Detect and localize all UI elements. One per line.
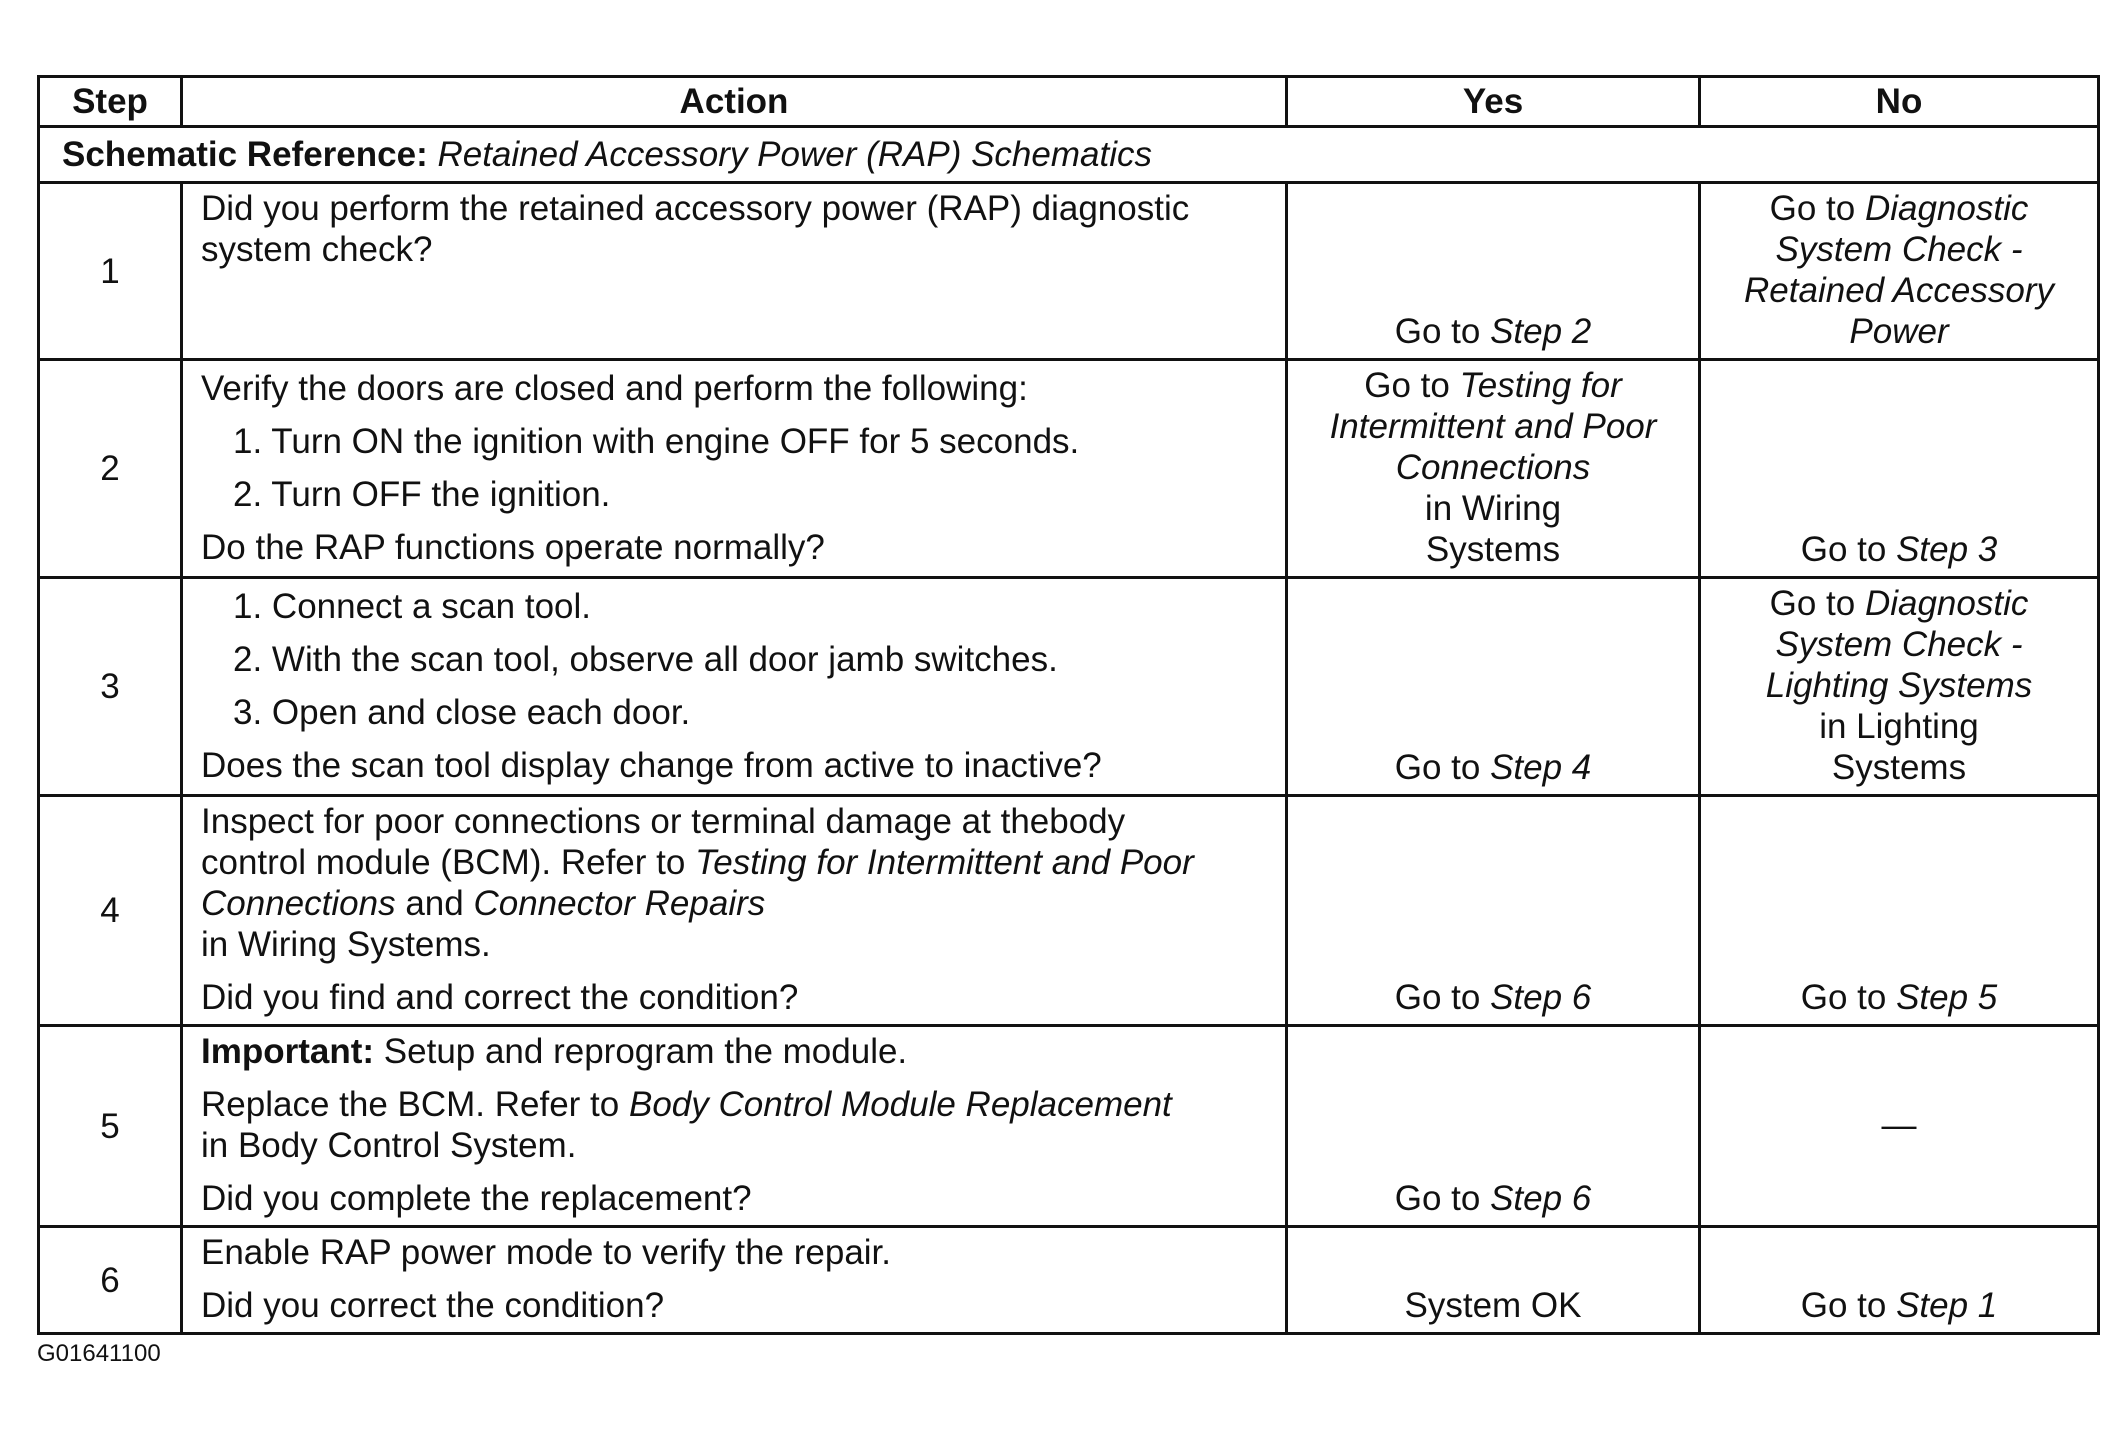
reference-link[interactable]: Connections <box>201 884 396 923</box>
header-action: Action <box>182 77 1287 127</box>
step-number: 2 <box>39 360 182 578</box>
yes-step-link[interactable]: Step 4 <box>1490 748 1592 787</box>
yes-step-link[interactable]: Step 6 <box>1490 1179 1592 1218</box>
no-cell <box>1700 183 2099 360</box>
action-cell <box>182 1026 1287 1227</box>
yes-link-text[interactable]: Intermittent and Poor <box>1329 407 1657 446</box>
no-cell <box>1700 578 2099 796</box>
header-step: Step <box>39 77 182 127</box>
no-link-text[interactable]: System Check - <box>1775 625 2023 664</box>
action-cell <box>182 578 1287 796</box>
yes-cell <box>1287 1026 1700 1227</box>
action-step-item: 1. Connect a scan tool. <box>233 586 591 626</box>
diagnostic-table <box>37 75 2100 1335</box>
action-text-part: Replace the BCM. Refer to <box>201 1085 620 1124</box>
important-text: Setup and reprogram the module. <box>383 1032 908 1071</box>
no-step-link[interactable]: Step 5 <box>1896 978 1998 1017</box>
step-row-3 <box>39 578 2099 796</box>
image-code: G01641100 <box>37 1340 161 1367</box>
yes-prefix: Go to <box>1394 748 1481 787</box>
header-yes: Yes <box>1287 77 1700 127</box>
yes-prefix: Go to <box>1394 1179 1481 1218</box>
schematic-reference-link[interactable]: Retained Accessory Power (RAP) Schematics <box>437 135 1152 174</box>
action-question: Did you complete the replacement? <box>201 1179 752 1218</box>
action-text-part: control module (BCM). Refer to <box>201 843 686 882</box>
step-row-2 <box>39 360 2099 578</box>
schematic-reference-row <box>39 127 2099 183</box>
action-step-item: 1. Turn ON the ignition with engine OFF for 5 seconds. <box>233 421 1080 461</box>
yes-cell <box>1287 796 1700 1026</box>
action-cell <box>182 360 1287 578</box>
action-cell <box>182 796 1287 1026</box>
important-note <box>201 1031 1271 1072</box>
yes-prefix: Go to <box>1394 312 1481 351</box>
action-text: Verify the doors are closed and perform the following: <box>201 368 1028 408</box>
header-row <box>39 77 2099 127</box>
header-no: No <box>1700 77 2099 127</box>
action-text: system check? <box>201 230 433 269</box>
no-link-text[interactable]: Lighting Systems <box>1765 666 2033 705</box>
yes-link-text: Testing for <box>1459 366 1622 405</box>
no-suffix: in Lighting <box>1819 707 1979 746</box>
no-link-text: Diagnostic <box>1864 584 2029 623</box>
step-number: 6 <box>39 1227 182 1334</box>
no-link-text[interactable]: Retained Accessory <box>1744 271 2054 310</box>
no-cell <box>1700 1026 2099 1227</box>
no-step-link[interactable]: Step 3 <box>1896 530 1998 569</box>
yes-prefix: Go to <box>1394 978 1481 1017</box>
yes-step-link[interactable]: Step 2 <box>1490 312 1592 351</box>
action-cell <box>182 1227 1287 1334</box>
no-prefix: Go to <box>1800 530 1887 569</box>
action-text: Inspect for poor connections or terminal damage at thebody <box>201 802 1126 841</box>
no-prefix: Go to <box>1800 978 1887 1017</box>
action-text: Did you perform the retained accessory power (RAP) diagnostic <box>201 189 1190 228</box>
action-question: Did you find and correct the condition? <box>201 978 799 1017</box>
step-row-5 <box>39 1026 2099 1227</box>
yes-link-text[interactable]: Connections <box>1395 448 1591 487</box>
important-label: Important: <box>201 1032 375 1071</box>
yes-suffix: Systems <box>1425 530 1561 569</box>
step-row-6 <box>39 1227 2099 1334</box>
step-row-4 <box>39 796 2099 1026</box>
step-number: 3 <box>39 578 182 796</box>
yes-cell <box>1287 1227 1700 1334</box>
action-text: in Wiring Systems. <box>201 925 491 964</box>
no-cell <box>1700 1227 2099 1334</box>
reference-link[interactable]: Body Control Module Replacement <box>628 1085 1172 1124</box>
action-question: Does the scan tool display change from active to inactive? <box>201 745 1102 785</box>
no-link[interactable] <box>1711 188 2087 229</box>
step-row-1 <box>39 183 2099 360</box>
yes-cell <box>1287 183 1700 360</box>
step-number: 1 <box>39 183 182 360</box>
step-number: 5 <box>39 1026 182 1227</box>
action-text: in Body Control System. <box>201 1126 577 1165</box>
no-cell <box>1700 796 2099 1026</box>
action-step-item: 2. Turn OFF the ignition. <box>233 474 611 514</box>
yes-cell <box>1287 578 1700 796</box>
no-link-text: Diagnostic <box>1864 189 2029 228</box>
no-cell <box>1700 360 2099 578</box>
no-link-text[interactable]: System Check - <box>1775 230 2023 269</box>
yes-suffix: in Wiring <box>1424 489 1562 528</box>
schematic-reference-cell <box>39 127 2099 183</box>
action-text <box>201 883 1271 924</box>
action-question: Did you correct the condition? <box>201 1286 665 1325</box>
reference-link[interactable]: Testing for Intermittent and Poor <box>695 843 1194 882</box>
action-text <box>201 1084 1271 1125</box>
schematic-reference-label: Schematic Reference: <box>62 135 428 174</box>
no-step-link[interactable]: Step 1 <box>1896 1286 1998 1325</box>
no-prefix: Go to <box>1769 584 1856 623</box>
yes-prefix: Go to <box>1364 366 1450 405</box>
action-text: Enable RAP power mode to verify the repair. <box>201 1233 892 1272</box>
yes-cell <box>1287 360 1700 578</box>
action-cell <box>182 183 1287 360</box>
reference-link[interactable]: Connector Repairs <box>473 884 766 923</box>
yes-link[interactable] <box>1298 365 1688 406</box>
action-text-part: and <box>405 884 464 923</box>
step-number: 4 <box>39 796 182 1026</box>
no-link-text[interactable]: Power <box>1849 312 1949 351</box>
no-suffix: Systems <box>1831 748 1967 787</box>
action-text <box>201 842 1271 883</box>
no-dash: — <box>1881 1105 1917 1145</box>
yes-text: System OK <box>1404 1286 1582 1325</box>
no-prefix: Go to <box>1769 189 1856 228</box>
yes-step-link[interactable]: Step 6 <box>1490 978 1592 1017</box>
no-prefix: Go to <box>1800 1286 1887 1325</box>
action-step-item: 2. With the scan tool, observe all door jamb switches. <box>233 639 1058 679</box>
action-question: Do the RAP functions operate normally? <box>201 527 825 567</box>
no-link[interactable] <box>1711 583 2087 624</box>
action-step-item: 3. Open and close each door. <box>233 692 691 732</box>
